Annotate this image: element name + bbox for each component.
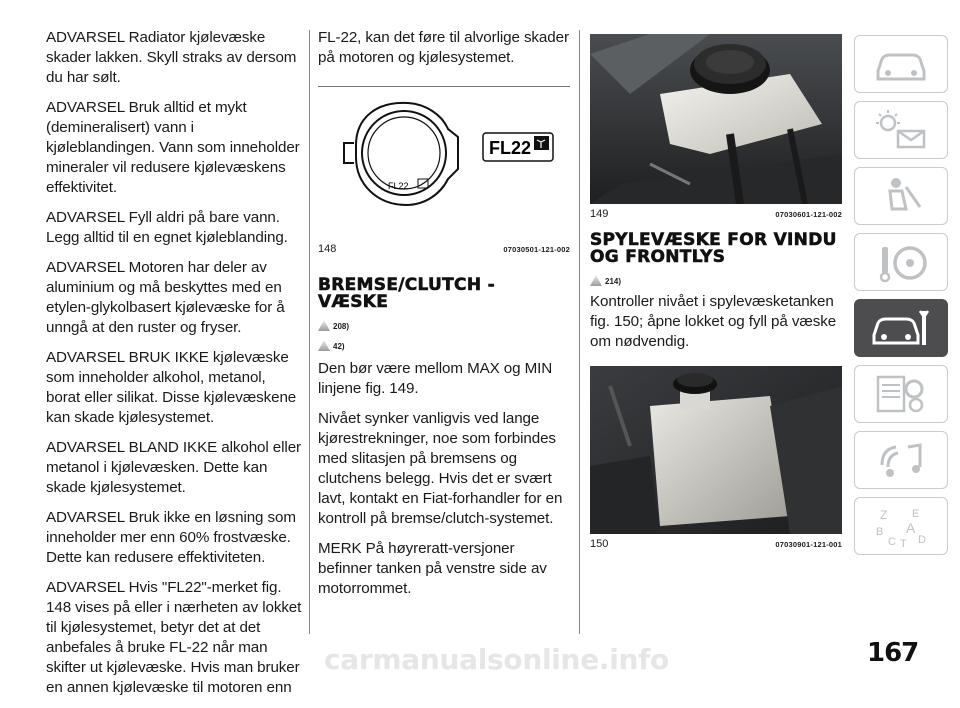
steering-key-icon xyxy=(868,239,934,285)
warning-paragraph: ADVARSEL Bruk ikke en løsning som inneholder mer enn 60% frostvæske. Dette kan redusere effektiviteten. xyxy=(46,509,296,566)
figure-148-caption xyxy=(318,243,570,255)
warning-paragraph: ADVARSEL Motoren har deler av aluminium og må beskyttes med en etylen-glykolbasert kjølevæske for å unngå at den ruster og fryser. xyxy=(46,259,285,336)
page-number: 167 xyxy=(867,638,919,668)
nav-starting-driving[interactable] xyxy=(854,233,948,291)
fl22-cap-diagram xyxy=(318,93,570,239)
figure-150-photo xyxy=(590,366,842,534)
svg-text:B: B xyxy=(876,526,884,538)
column-3 xyxy=(590,34,842,550)
warning-reference: 208) xyxy=(318,315,570,331)
warning-triangle-icon xyxy=(590,275,602,286)
figure-149-photo xyxy=(590,34,842,204)
column-divider-2 xyxy=(579,30,580,634)
figure-number: 148 xyxy=(318,243,337,255)
nav-multimedia[interactable] xyxy=(854,431,948,489)
warning-paragraph: ADVARSEL Fyll aldri på bare vann. Legg alltid til en egnet kjøleblanding. xyxy=(46,209,288,246)
column-2 xyxy=(318,28,570,609)
brake-reservoir-image xyxy=(590,34,842,204)
fl22-mark-text: FL22 xyxy=(489,138,532,158)
warning-triangle-icon xyxy=(318,320,330,331)
nav-index[interactable] xyxy=(854,497,948,555)
warning-lights-icon xyxy=(868,107,934,153)
multimedia-icon xyxy=(868,437,934,483)
body-paragraph: Den bør være mellom MAX og MIN linjene fig. 149. xyxy=(318,360,553,397)
body-paragraph: Kontroller nivået i spylevæsketanken fig. 150; åpne lokket og fyll på væske om nødvendig. xyxy=(590,293,837,350)
figure-number: 149 xyxy=(590,208,609,220)
car-service-icon xyxy=(868,305,934,351)
warning-reference: 214) xyxy=(590,270,842,286)
technical-data-icon xyxy=(868,371,934,417)
nav-safety[interactable] xyxy=(854,167,948,225)
warning-paragraph: ADVARSEL Bruk alltid et mykt (demineralisert) vann i kjøleblandingen. Vann som inneholder mineraler vil redusere kjølevæskens effektivitet. xyxy=(46,99,300,196)
intro-paragraph: FL-22, kan det føre til alvorlige skader på motoren og kjølesystemet. xyxy=(318,29,569,66)
cap-label-text: FL22 xyxy=(388,181,409,191)
section-heading-washer-fluid: SPYLEVÆSKE FOR VINDU OG FRONTLYS xyxy=(590,230,837,267)
figure-code: 07030601-121-002 xyxy=(775,210,842,219)
figure-150-caption xyxy=(590,538,842,550)
body-paragraph: Nivået synker vanligvis ved lange kjørestrekninger, noe som forbindes med slitasjen på bremsens og clutchens belegg. Hvis det er svært lavt, kontakt en Fiat-forhandler for en kontroll på bremse/clutch-systemet. xyxy=(318,410,563,527)
nav-technical-data[interactable] xyxy=(854,365,948,423)
warning-paragraph: ADVARSEL Radiator kjølevæske skader lakken. Skyll straks av dersom du har sølt. xyxy=(46,29,297,86)
nav-maintenance[interactable] xyxy=(854,299,948,357)
nav-warning-lights[interactable] xyxy=(854,101,948,159)
svg-text:A: A xyxy=(906,520,916,536)
figure-149-caption xyxy=(590,208,842,220)
nav-dashboard[interactable] xyxy=(854,35,948,93)
svg-text:T: T xyxy=(900,538,907,549)
column-divider-1 xyxy=(309,30,310,634)
warning-paragraph: ADVARSEL BRUK IKKE kjølevæske som inneholder alkohol, metanol, borat eller silikat. Disse kjølevæskene kan skade kjølesystemet. xyxy=(46,349,297,426)
chapter-navigation xyxy=(852,35,948,563)
safety-airbag-icon xyxy=(868,173,934,219)
section-heading-brake-fluid: BREMSE/CLUTCH - VÆSKE xyxy=(318,275,495,312)
svg-text:C: C xyxy=(888,536,896,548)
warning-paragraph: ADVARSEL BLAND IKKE alkohol eller metanol i kjølevæsken. Dette kan skade kjølesystemet. xyxy=(46,439,301,496)
warning-triangle-icon xyxy=(318,340,330,351)
svg-text:D: D xyxy=(918,534,926,546)
washer-reservoir-image xyxy=(590,366,842,534)
body-paragraph: MERK På høyreratt-versjoner befinner tanken på venstre side av motorrommet. xyxy=(318,540,547,597)
warning-paragraph: ADVARSEL Hvis "FL22"-merket fig. 148 vises på eller i nærheten av lokket til kjølesystemet, betyr det at det anbefales å bruke FL-22 når man skifter ut kjølevæske. Hvis man bruker en annen kjølevæske til motoren enn xyxy=(46,579,302,696)
warning-reference: 42) xyxy=(318,335,570,351)
figure-code: 07030501-121-002 xyxy=(503,245,570,254)
figure-code: 07030901-121-001 xyxy=(775,540,842,549)
column-1 xyxy=(46,28,302,708)
car-dashboard-icon xyxy=(868,41,934,87)
figure-number: 150 xyxy=(590,538,609,550)
index-alphabet-icon xyxy=(868,503,934,549)
figure-148 xyxy=(318,93,570,239)
svg-text:E: E xyxy=(912,508,920,520)
watermark: carmanualsonline.info xyxy=(324,643,669,676)
figure-top-rule xyxy=(318,86,570,87)
svg-text:Z: Z xyxy=(880,508,888,522)
